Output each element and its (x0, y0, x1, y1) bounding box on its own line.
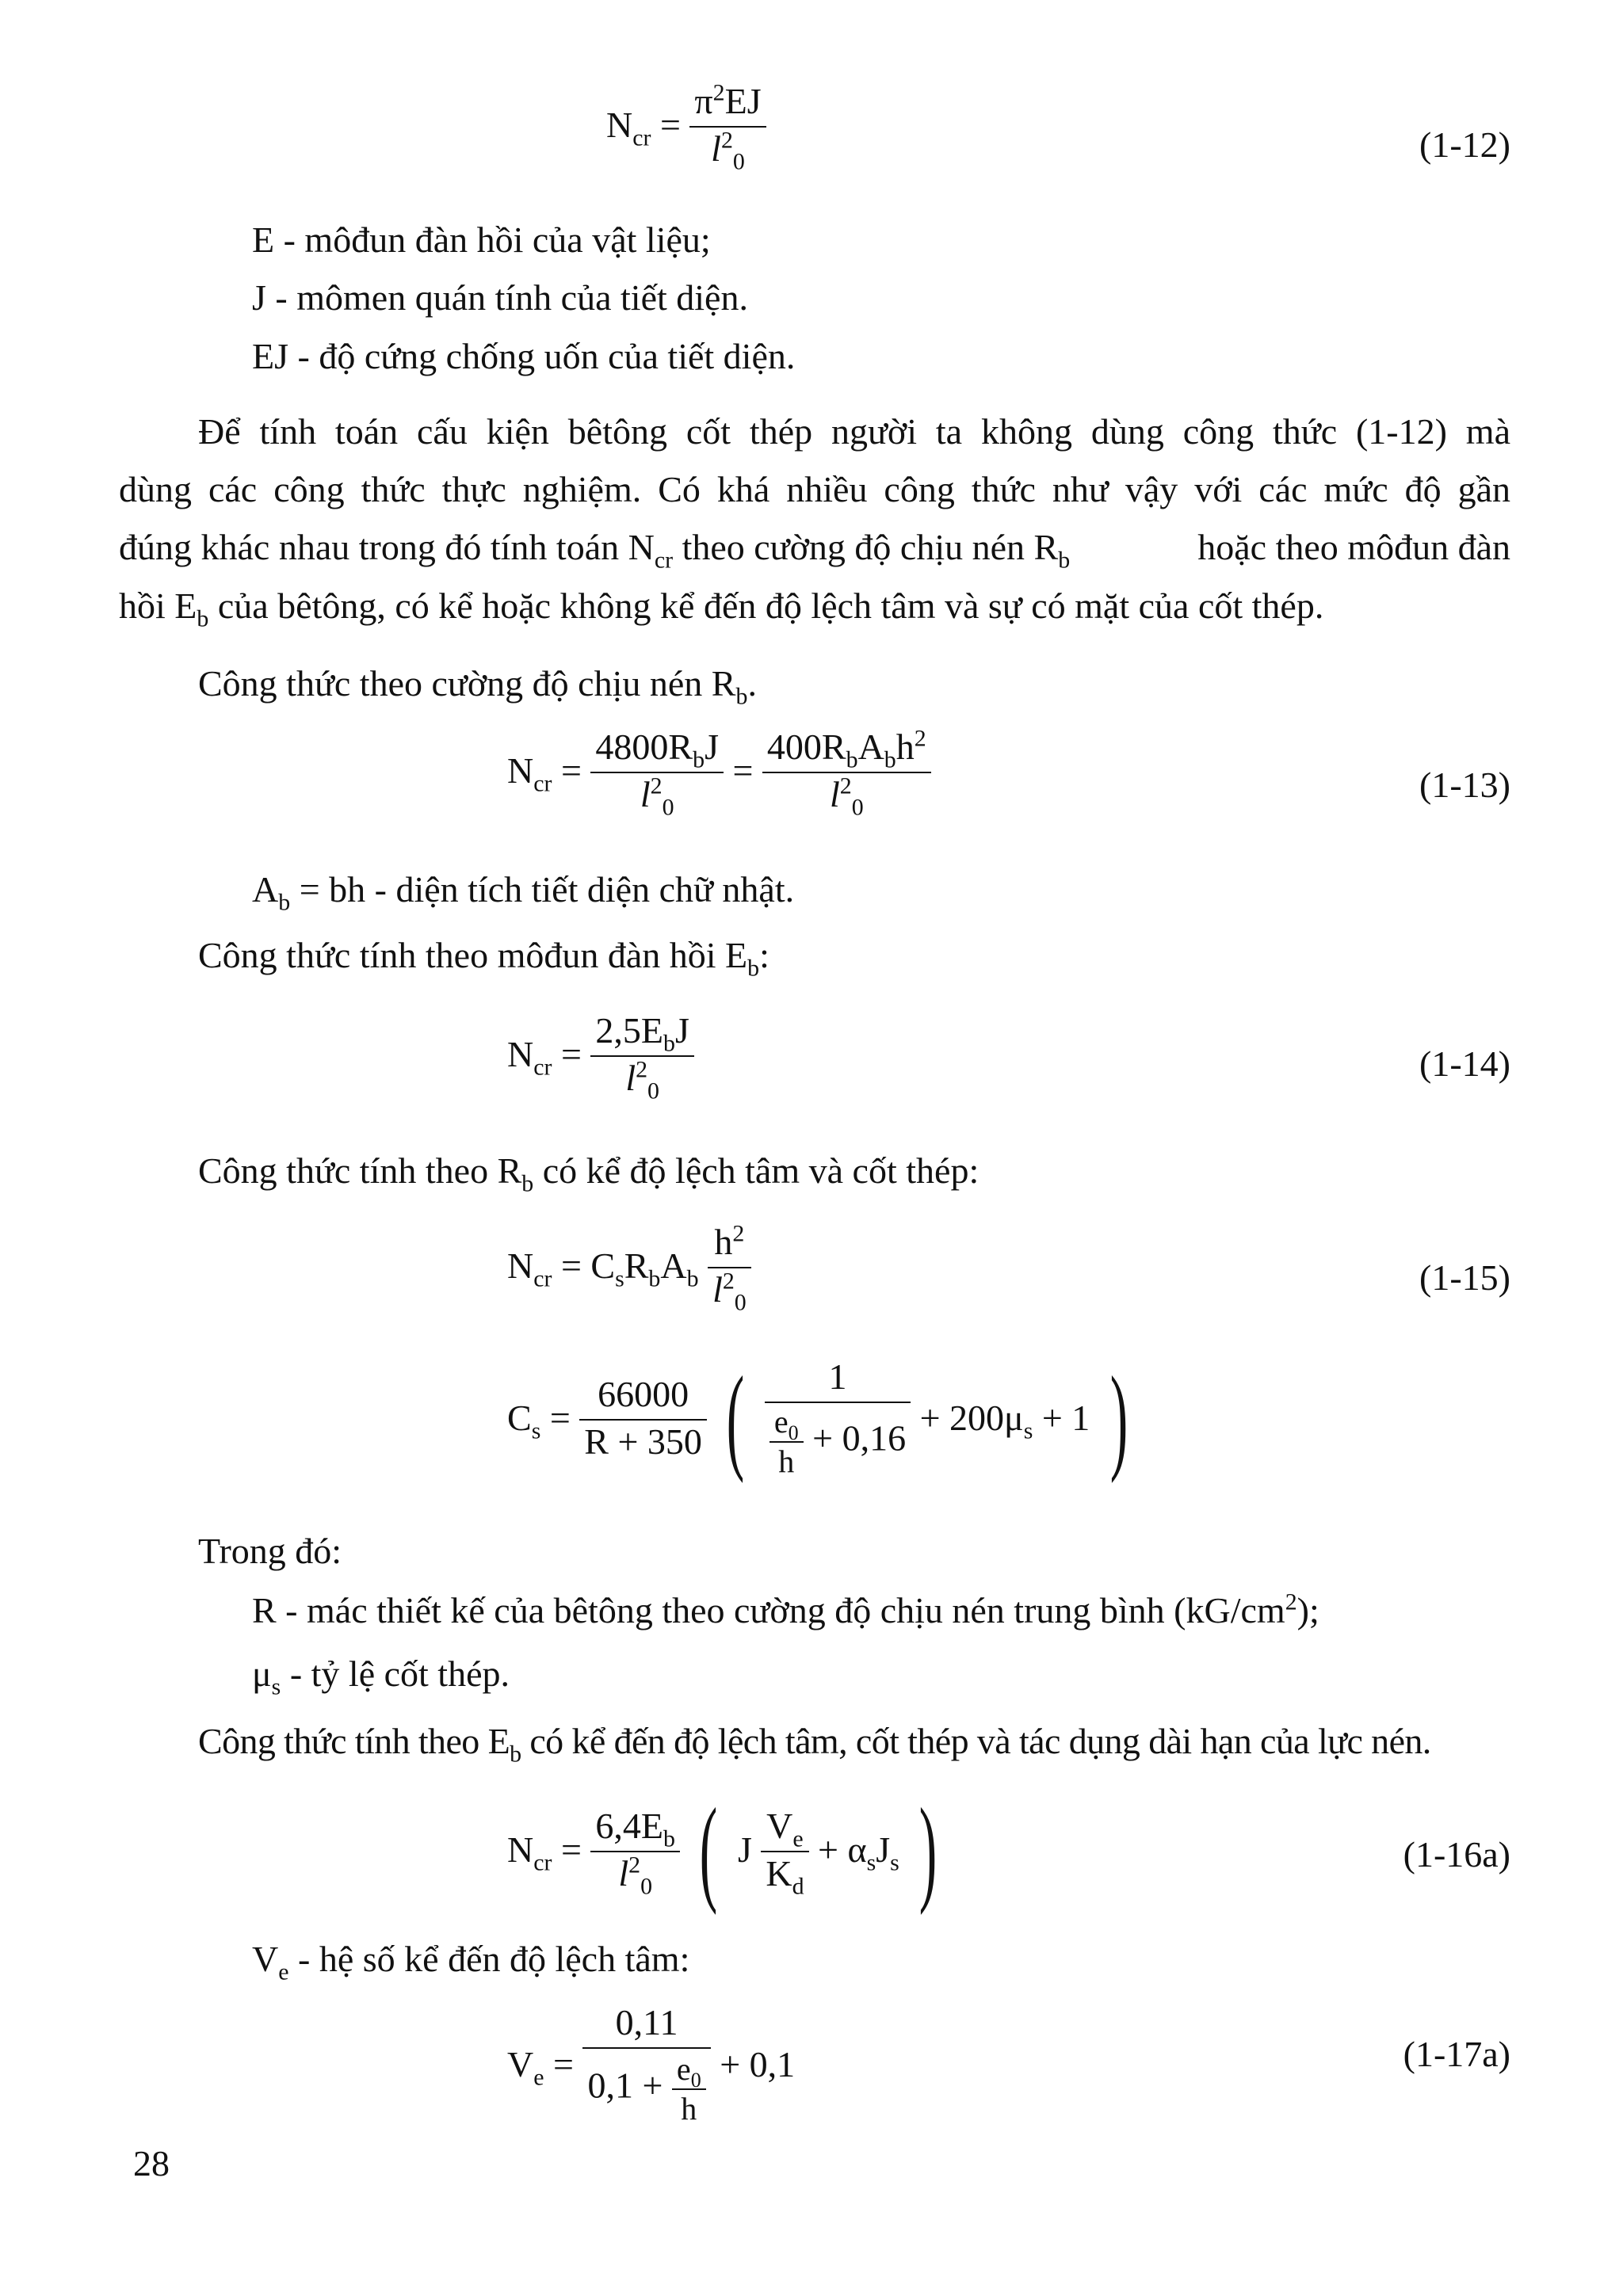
ab-definition: $A_b$ = bh - diện tích tiết diện chữ nhật. (252, 869, 795, 916)
equation-1-14: $N_{cr}$ = $\frac{2,5E_bJ}{l^2_0}$ (507, 1013, 694, 1097)
paragraph-line: Để tính toán cấu kiện bêtông cốt thép người ta không dùng công thức (1-12) mà (198, 411, 1510, 452)
equation-number: (1-14) (1419, 1043, 1510, 1084)
paragraph-line: dùng các công thức thực nghiệm. Có khá nhiều công thức như vậy với các mức độ gần (119, 469, 1510, 509)
definition-e: E - môđun đàn hồi của vật liệu; (252, 219, 711, 260)
section-intro: Công thức tính theo $R_b$ có kể độ lệch tâm và cốt thép: (198, 1150, 980, 1197)
trong-do: Trong đó: (198, 1531, 342, 1571)
equation-1-16a: $N_{cr}$ = $\frac{6,4E_b}{l^2_0}$ ( J $\frac{V_e}{K_d}$ + $\alpha_sJ_s$ ) (507, 1784, 938, 1916)
section-intro: Công thức tính theo môđun đàn hồi $E_b$: (198, 935, 769, 982)
definition-ej: EJ - độ cứng chống uốn của tiết diện. (252, 336, 796, 376)
section-intro: Công thức theo cường độ chịu nén $R_b$. (198, 663, 757, 710)
equation-1-13: $N_{cr}$ = $\frac{4800R_bJ}{l^2_0}$ = $\frac{400R_bA_bh^2}{l^2_0}$ (507, 729, 931, 813)
ve-definition: $V_e$ - hệ số kể đến độ lệch tâm: (252, 1939, 690, 1985)
section-intro: Công thức tính theo $E_b$ có kể đến độ lệch tâm, cốt thép và tác dụng dài hạn của lực nén. (198, 1721, 1431, 1768)
equation-number: (1-17a) (1403, 2034, 1510, 2074)
equation-number: (1-12) (1419, 124, 1510, 165)
equation-number: (1-13) (1419, 765, 1510, 805)
equation-1-15: $N_{cr} = C_sR_bA_b$ $\frac{h^2}{l^2_0}$ (507, 1224, 751, 1308)
mu-definition: $\mu_s$ - tỷ lệ cốt thép. (252, 1653, 510, 1700)
paragraph-line: đúng khác nhau trong đó tính toán $N_{cr}$ theo cường độ chịu nén $R_b$ hoặc theo môđun đàn (119, 527, 1510, 574)
equation-1-17a: $V_e$ = 0,11 0,1 + $\frac{e_0}{h}$ + 0,1 (507, 2002, 796, 2126)
page-number: 28 (133, 2143, 170, 2183)
equation-cs: $C_s$ = $\frac{66000}{R + 350}$ ( 1 $\frac{e_0}{h}$ + 0,16 + $200\mu_s + 1$ ) (507, 1352, 1128, 1484)
equation-number: (1-16a) (1403, 1834, 1510, 1875)
r-definition: R - mác thiết kế của bêtông theo cường độ chịu nén trung bình $(kG/cm^2)$; (252, 1589, 1319, 1630)
equation-number: (1-15) (1419, 1257, 1510, 1298)
paragraph-line: hồi $E_b$ của bêtông, có kể hoặc không kể đến độ lệch tâm và sự có mặt của cốt thép. (119, 585, 1324, 632)
equation-1-12: $N_{cr}$ = $\frac{\pi^2EJ}{l^2_0}$ (606, 83, 766, 167)
definition-j: J - mômen quán tính của tiết diện. (252, 277, 748, 318)
